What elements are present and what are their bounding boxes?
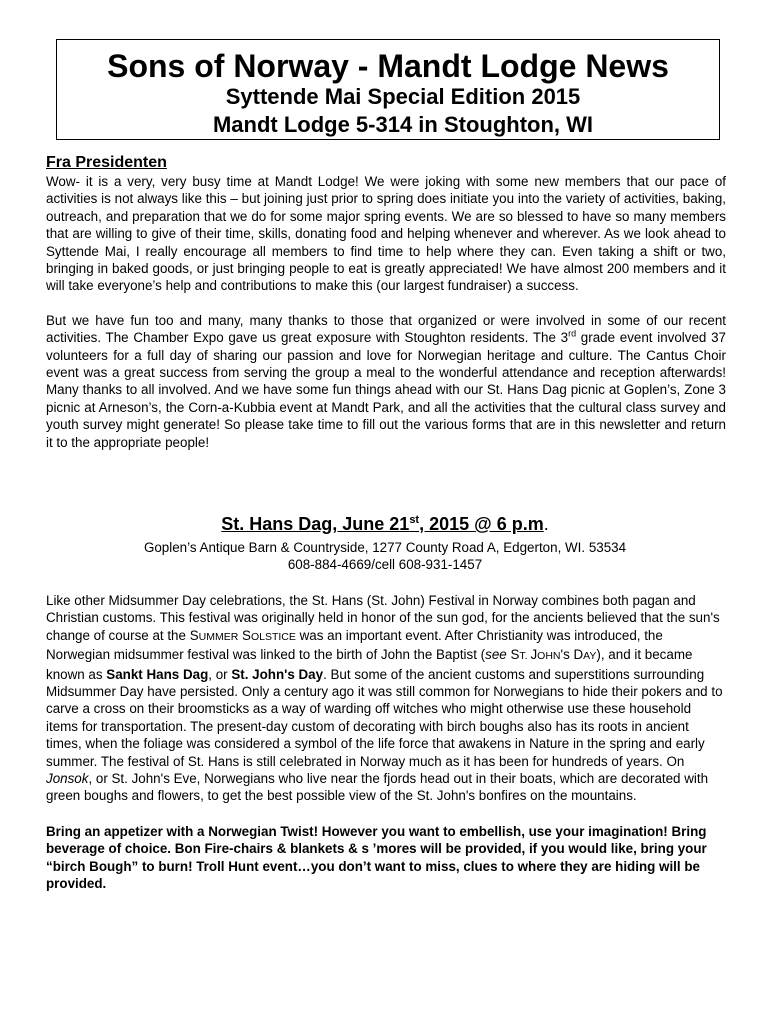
masthead-box bbox=[56, 39, 720, 140]
event-closing-note: Bring an appetizer with a Norwegian Twist! However you want to embellish, use your imagination! Bring beverage of choice. Bon Fire-chairs & blankets & s ’mores will be provided, if you would like, bring your “birch Bough” to burn! Troll Hunt event…you don’t want to miss, clues to where they are hiding will be provided. bbox=[46, 823, 707, 892]
event-section bbox=[46, 592, 726, 893]
edition-subtitle: Syttende Mai Special Edition 2015 bbox=[225, 84, 581, 109]
president-paragraph-1: Wow- it is a very, very busy time at Mandt Lodge! We were joking with some new members that our pace of activities is not always like this – but joining just prior to spring does initiate you into the variety of activities, baking, outreach, and preparation that we do for some major spring events. We are so blessed to have so many members that are willing to give of their time, skills, donating food and helping whenever and wherever. As we look ahead to Syttende Mai, I really encourage all members to find time to help where they can. Even taking a shift or two, bringing in baked goods, or just bringing people to eat is greatly appreciated! We have almost 200 members and it will take everyone’s help and contributions to make this (our largest fundraiser) a success. bbox=[46, 174, 726, 294]
event-title: St. Hans Dag, June 21st, 2015 @ 6 p.m. bbox=[221, 514, 549, 534]
event-description: Like other Midsummer Day celebrations, the St. Hans (St. John) Festival in Norway combines both pagan and Christian customs. This festival was originally held in honor of the sun god, for the ancients believed that the sun's change of course at the SUMMER SOLSTICE was an important event. After Christianity was introduced, the Norwegian midsummer festival was linked to the birth of John the Baptist (see ST. JOHN's DAY), and it became known as Sankt Hans Dag, or St. John's Day. But some of the ancient customs and superstitions surrounding Midsummer Day have persisted. Only a century ago it was still common for Norwegians to hide their pokers and to carve a cross on their broomsticks as a way of warding off witches who might otherwise use these household items for transportation. The present-day custom of decorating with birch boughs also has its roots in ancient times, when the foliage was considered a symbol of the life force that awakens in Nature in the spring and early summer. The festival of St. Hans is still celebrated in Norway much as it has been for hundreds of years. On Jonsok, or St. John's Eve, Norwegians who live near the fjords head out in their boats, which are decorated with green boughs and flowers, to get the best possible view of the St. John's bonfires on the mountains. bbox=[46, 593, 723, 804]
event-phone: 608-884-4669/cell 608-931-1457 bbox=[287, 557, 483, 572]
newsletter-title: Sons of Norway - Mandt Lodge News bbox=[107, 48, 669, 84]
lodge-line: Mandt Lodge 5-314 in Stoughton, WI bbox=[212, 112, 594, 137]
president-section bbox=[46, 153, 726, 451]
president-paragraph-2: But we have fun too and many, many thanks to those that organized or were involved in some of our recent activities. The Chamber Expo gave us great exposure with Stoughton residents. The 3rd grade event involved 37 volunteers for a full day of sharing our passion and love for Norwegian heritage and culture. The Cantus Choir event was a great success from serving the group a meal to the wonderful attendance and reception afterwards! Many thanks to all involved. And we have some fun things ahead with our St. Hans Dag picnic at Goplen’s, Zone 3 picnic at Arneson’s, the Corn-a-Kubbia event at Mandt Park, and all the activities that the cultural class survey and youth survey might generate! So please take time to fill out the various forms that are in this newsletter and return it to the appropriate people! bbox=[46, 312, 726, 450]
event-location: Goplen’s Antique Barn & Countryside, 1277 County Road A, Edgerton, WI. 53534 bbox=[143, 540, 627, 555]
president-heading: Fra Presidenten bbox=[46, 154, 167, 171]
